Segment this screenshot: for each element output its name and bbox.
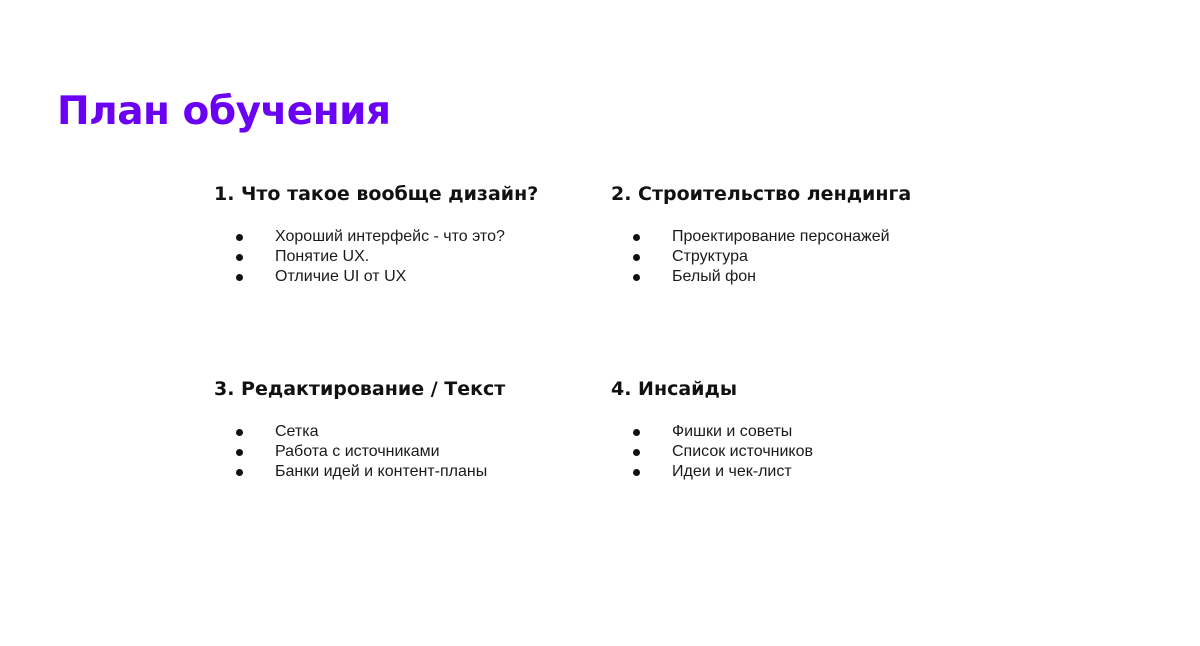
bullet-icon: [236, 429, 243, 436]
list-item-label: Понятие UX.: [275, 248, 370, 265]
list-item: [236, 247, 505, 267]
bullet-icon: [236, 469, 243, 476]
list-item-label: Хороший интерфейс - что это?: [275, 228, 505, 245]
list-item-label: Список источников: [672, 443, 813, 460]
bullet-icon: [633, 469, 640, 476]
list-item: [236, 227, 505, 247]
list-item-label: Белый фон: [672, 268, 756, 285]
bullet-icon: [633, 449, 640, 456]
bullet-list: [236, 227, 505, 287]
list-item-label: Отличие UI от UX: [275, 268, 407, 285]
list-item-label: Банки идей и контент-планы: [275, 463, 488, 480]
list-item: [633, 267, 890, 287]
list-item: [236, 267, 505, 287]
bullet-list: [633, 422, 813, 482]
list-item: [236, 422, 487, 442]
section-landing-building: [611, 181, 971, 285]
list-item-label: Фишки и советы: [672, 423, 793, 440]
list-item-label: Сетка: [275, 423, 319, 440]
list-item: [236, 442, 487, 462]
list-item-label: Проектирование персонажей: [672, 228, 890, 245]
list-item-label: Структура: [672, 248, 748, 265]
list-item: [633, 462, 813, 482]
bullet-icon: [633, 254, 640, 261]
section-heading: 2. Строительство лендинга: [611, 183, 912, 205]
bullet-icon: [633, 429, 640, 436]
section-heading: 1. Что такое вообще дизайн?: [214, 183, 539, 205]
section-heading: 3. Редактирование / Текст: [214, 378, 506, 400]
list-item: [236, 462, 487, 482]
list-item-label: Работа с источниками: [275, 443, 440, 460]
bullet-icon: [236, 274, 243, 281]
bullet-icon: [633, 274, 640, 281]
bullet-list: [236, 422, 487, 482]
list-item: [633, 227, 890, 247]
section-heading: 4. Инсайды: [611, 378, 738, 400]
bullet-icon: [236, 449, 243, 456]
section-editing-text: [214, 376, 574, 480]
list-item: [633, 247, 890, 267]
bullet-icon: [236, 234, 243, 241]
bullet-icon: [236, 254, 243, 261]
bullet-icon: [633, 234, 640, 241]
bullet-list: [633, 227, 890, 287]
section-insights: [611, 376, 971, 480]
section-what-is-design: [214, 181, 574, 285]
list-item: [633, 442, 813, 462]
page-title: План обучения: [57, 89, 391, 134]
list-item-label: Идеи и чек-лист: [672, 463, 792, 480]
list-item: [633, 422, 813, 442]
